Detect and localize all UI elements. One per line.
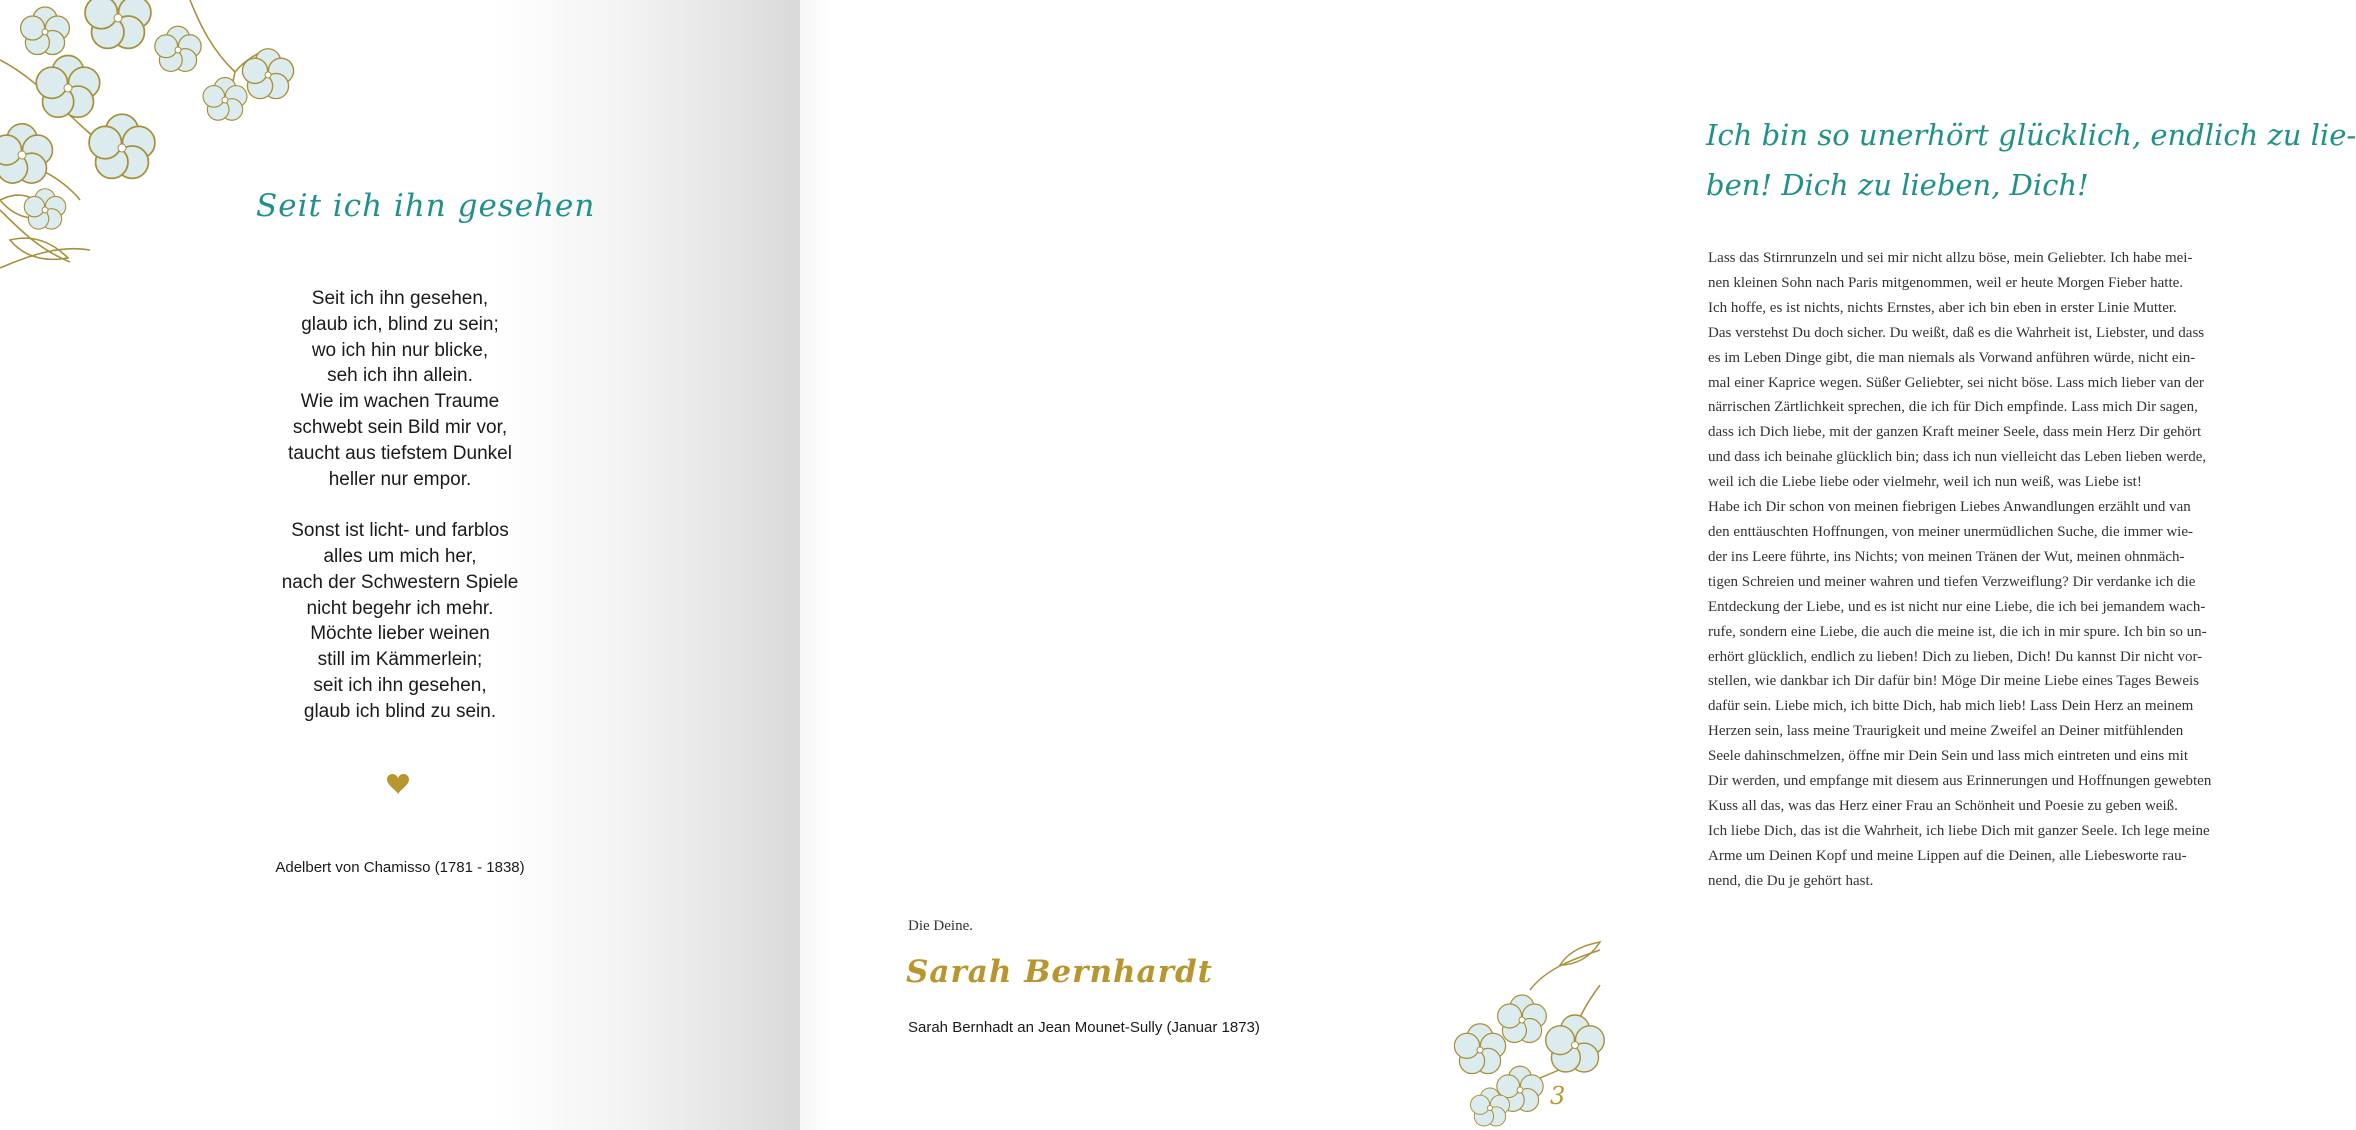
poem-line: schwebt sein Bild mir vor, [292,416,508,438]
letter-body [1708,246,2260,894]
heart-icon [386,773,410,795]
poem-attribution: Adelbert von Chamisso (1781 - 1838) [275,859,525,876]
poem-line: heller nur empor. [328,468,472,490]
letter-closing: Die Deine. [908,918,973,934]
letter-line: mal einer Kaprice wegen. Süßer Geliebter, sei nicht böse. Lass mich lieber van der [1708,374,2204,391]
poem-stanza-2 [200,518,600,724]
signature: Sarah Bernhardt [906,954,1213,990]
letter-line: Lass das Stirnrunzeln und sei mir nicht allzu böse, mein Geliebter. Ich habe mei- [1708,250,2193,266]
poem-line: alles um mich her, [323,545,477,567]
poem-line: wo ich hin nur blicke, [311,339,489,361]
letter-line: dass ich Dich liebe, mit der ganzen Kraft meiner Seele, dass mein Herz Dir gehört [1708,424,2202,441]
letter-line: der ins Leere führte, ins Nichts; von meinen Tränen der Wut, meinen ohnmäch- [1708,548,2185,565]
left-page [0,0,800,1130]
pull-quote [1706,110,2356,210]
letter-line: den enttäuschten Hoffnungen, von meiner unermüdlichen Suche, die immer wie- [1708,523,2193,540]
poem-line: seit ich ihn gesehen, [313,674,487,696]
letter-line: stellen, wie dankbar ich Dir dafür bin! Möge Dir meine Liebe eines Tages Beweis [1708,673,2200,690]
letter-line: dafür sein. Liebe mich, ich bitte Dich, hab mich lieb! Lass Dein Herz an meinem [1708,698,2194,715]
poem-line: nicht begehr ich mehr. [306,597,494,619]
letter-line: erhört glücklich, endlich zu lieben! Dich zu lieben, Dich! Du kannst Dir nicht vor- [1708,648,2203,665]
forget-me-not-flowers-decoration [0,0,310,290]
poem-line: nach der Schwestern Spiele [281,571,519,593]
poem-line: Wie im wachen Traume [300,391,500,413]
poem-line: Seit ich ihn gesehen, [311,288,489,309]
letter-line: Entdeckung der Liebe, und es ist nicht nur eine Liebe, die ich bei jemandem wach- [1708,598,2206,615]
poem-line: Sonst ist licht- und farblos [291,520,509,542]
poem-line: Möchte lieber weinen [310,623,490,645]
letter-line: Herzen sein, lass meine Traurigkeit und meine Zweifel an Deiner mitfühlenden [1708,723,2184,740]
letter-line: närrischen Zärtlichkeit sprechen, die ich für Dich empfinde. Lass mich Dir sagen, [1708,399,2198,416]
poem-line: taucht aus tiefstem Dunkel [288,442,512,464]
pull-quote-line: Ich bin so unerhört glücklich, endlich zu lie- [1706,118,2356,152]
letter-line: rufe, sondern eine Liebe, die auch die meine ist, die ich in mir spure. Ich bin so un- [1708,623,2207,640]
letter-line: nend, die Du je gehört hast. [1708,872,1874,889]
letter-line: Seele dahinschmelzen, öffne mir Dein Sein und lass mich eintreten und eins mit [1708,748,2189,765]
poem [200,286,600,725]
poem-title: Seit ich ihn gesehen [256,188,596,224]
poem-line: seh ich ihn allein. [327,365,473,387]
letter-line: Ich liebe Dich, das ist die Wahrheit, ich liebe Dich mit ganzer Seele. Ich lege meine [1708,822,2210,839]
letter-line: Kuss all das, was das Herz einer Frau an Schönheit und Poesie zu geben weiß. [1708,797,2178,814]
letter-line: nen kleinen Sohn nach Paris mitgenommen, weil er heute Morgen Fieber hatte. [1708,274,2184,291]
letter-line: und dass ich beinahe glücklich bin; dass ich nun vielleicht das Leben lieben werde, [1708,449,2207,466]
letter-line: Ich hoffe, es ist nichts, nichts Ernstes, aber ich bin eben in erster Linie Mutter. [1708,299,2177,316]
poem-line: still im Kämmerlein; [317,649,483,671]
forget-me-not-flowers-decoration [1450,930,1600,1130]
letter-line: Habe ich Dir schon von meinen fiebrigen Liebes Anwandlungen erzählt und van [1708,499,2191,516]
letter-source: Sarah Bernhadt an Jean Mounet-Sully (Januar 1873) [908,1019,1260,1036]
letter-line: Arme um Deinen Kopf und meine Lippen auf die Deinen, alle Liebesworte rau- [1708,847,2187,864]
poem-stanza-1 [200,286,600,492]
poem-line: glaub ich blind zu sein. [303,700,497,722]
page-number: 3 [1550,1082,1566,1110]
letter-line: tigen Schreien und meiner wahren und tiefen Verzweiflung? Dir verdanke ich die [1708,573,2196,590]
letter-line: Dir werden, und empfange mit diesem aus Erinnerungen und Hoffnungen gewebten [1708,773,2212,790]
pull-quote-line: ben! Dich zu lieben, Dich! [1706,168,2089,202]
letter-line: Das verstehst Du doch sicher. Du weißt, daß es die Wahrheit ist, Liebster, und dass [1708,324,2205,341]
letter-line: weil ich die Liebe liebe oder vielmehr, weil ich nun weiß, was Liebe ist! [1708,474,2142,491]
letter-line: es im Leben Dinge gibt, die man niemals als Vorwand anführen würde, nicht ein- [1708,349,2196,366]
poem-line: glaub ich, blind zu sein; [301,313,499,335]
